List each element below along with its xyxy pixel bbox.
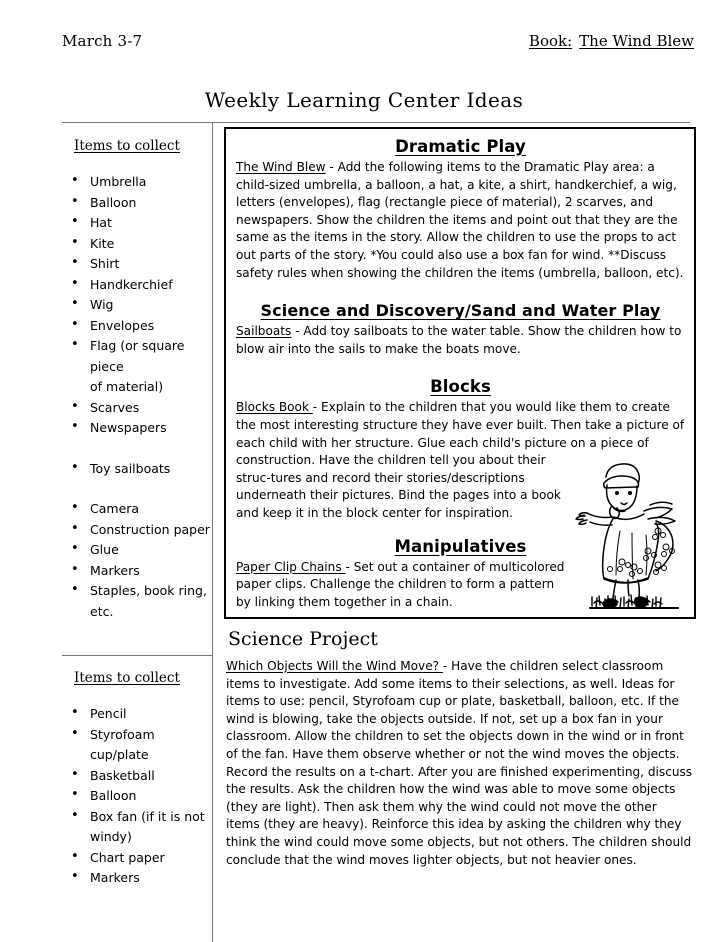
science-project-title: Science Project [228,628,378,650]
list-item: • Pencil [62,704,212,725]
blocks-heading: Blocks [430,377,491,397]
science-project-body: - Have the children select classroom items to investigate. Add some items to their selections, as well. Ideas for items to use: pencil, Styrofoam cup or plate, basketball, balloon, etc. If the wind is blowing, take the objects outside. If not, set up a box fan in your classroom. Allow the children to set the objects down in the wind or in front of the fan. Have them observe whether or not the wind moves the objects. Record the results on a t-chart. After you are finished experimenting, discuss the results. Ask the children how the wind was able to move some objects (they are light). Then ask them why the wind could not move the other items (they are heavy). Reinforce this idea by asking the children why they think the wind could move some objects, but not others. The children should conclude that the wind moves lighter objects, but not heavier ones. [226,659,693,867]
list-item: • Balloon [62,786,212,807]
blocks-text [236,399,685,452]
list-item: • Newspapers [62,418,212,439]
dramatic-play-heading: Dramatic Play [395,137,526,156]
list-item: • Toy sailboats [62,459,212,480]
science-project-lead: Which Objects Will the Wind Move? [226,659,443,673]
science-project-text [226,658,694,869]
manipulatives-heading: Manipulatives [394,536,527,556]
list-item: • Styrofoam cup/plate [62,725,212,766]
book-title: The Wind Blew [579,32,694,50]
learning-centers-content [226,129,694,611]
list-item-continuation: of material) [90,379,164,394]
list-item: • Markers [62,868,212,889]
list-item: • Glue [62,540,212,561]
dramatic-play-text [236,159,685,282]
list-item: • Chart paper [62,848,212,869]
science-discovery-heading: Science and Discovery/Sand and Water Play [260,301,661,321]
science-discovery-lead: Sailboats [236,324,292,339]
header-date: March 3-7 [62,32,143,50]
list-item-continuation: windy) [90,829,132,844]
items-to-collect-bottom [62,662,212,889]
list-item: • Staples, book ring, [62,581,212,602]
header-book-reference [529,32,694,50]
page-header [0,32,728,58]
girl-in-wind-illustration [562,447,690,612]
items-to-collect-heading-bottom: Items to collect [74,670,180,686]
list-item: • Shirt [62,254,212,275]
manipulatives-lead: Paper Clip Chains [236,559,346,574]
list-item: • Umbrella [62,172,212,193]
items-to-collect-top [62,130,212,622]
table-column-divider [212,122,213,942]
list-item: • Balloon [62,193,212,214]
list-item: • Construction paper [62,520,212,541]
book-label: Book: [528,32,573,50]
manipulatives-text [236,559,566,612]
list-item: • Box fan (if it is not [62,807,212,828]
items-list-top [62,172,212,622]
list-item: • Basketball [62,766,212,787]
blocks-text-narrow: construction. Have the children tell you about their struc-tures and record their stories/descriptions underneath their pictures. Bind the pages into a book and keep it in the block center for inspiration. [236,453,561,520]
list-item: • Flag (or square piece [62,336,212,377]
list-item: • Scarves [62,398,212,419]
page-title: Weekly Learning Center Ideas [204,88,524,112]
spacer [236,358,685,377]
learning-centers-box [224,127,696,619]
list-item: • Markers [62,561,212,582]
table-left-row-divider [62,655,212,656]
dramatic-play-body: - Add the following items to the Dramatic Play area: a child-sized umbrella, a balloon, a hat, a kite, a shirt, handkerchief, a wig, letters (envelopes), flag (rectangle piece of material), 2 scarves, and newspapers. Show the children the items and point out that they are the same as the items in the story. Allow the children to use the props to act out parts of the story. *You could also use a box fan for wind. **Discuss safety rules when showing the children the items (umbrella, balloon, etc). [236,160,684,280]
science-project-section [226,658,694,869]
spacer [236,282,685,301]
items-to-collect-heading-top: Items to collect [74,138,180,154]
science-discovery-text [236,323,685,358]
list-item: • Hat [62,213,212,234]
list-item-continuation: etc. [90,603,114,619]
dramatic-play-lead: The Wind Blew [236,160,326,174]
list-item: • Wig [62,295,212,316]
list-item: • Camera [62,499,212,520]
list-item: • Handkerchief [62,275,212,296]
items-list-bottom [62,704,212,889]
manipulatives-body: - Set out a container of multicolored paper clips. Challenge the children to form a pattern by linking them together in a chain. [236,559,565,609]
table-top-border [62,122,690,123]
blocks-lead: Blocks Book [236,400,313,415]
list-item: • Envelopes [62,316,212,337]
science-discovery-body: - Add toy sailboats to the water table. Show the children how to blow air into the sails to make the boats move. [236,324,682,356]
list-item: • Kite [62,234,212,255]
blocks-body: - Explain to the children that you would like them to create the most interesting structure they have ever built. Then take a picture of each child with her structure. Glue each child's picture on a piece of [236,400,685,450]
